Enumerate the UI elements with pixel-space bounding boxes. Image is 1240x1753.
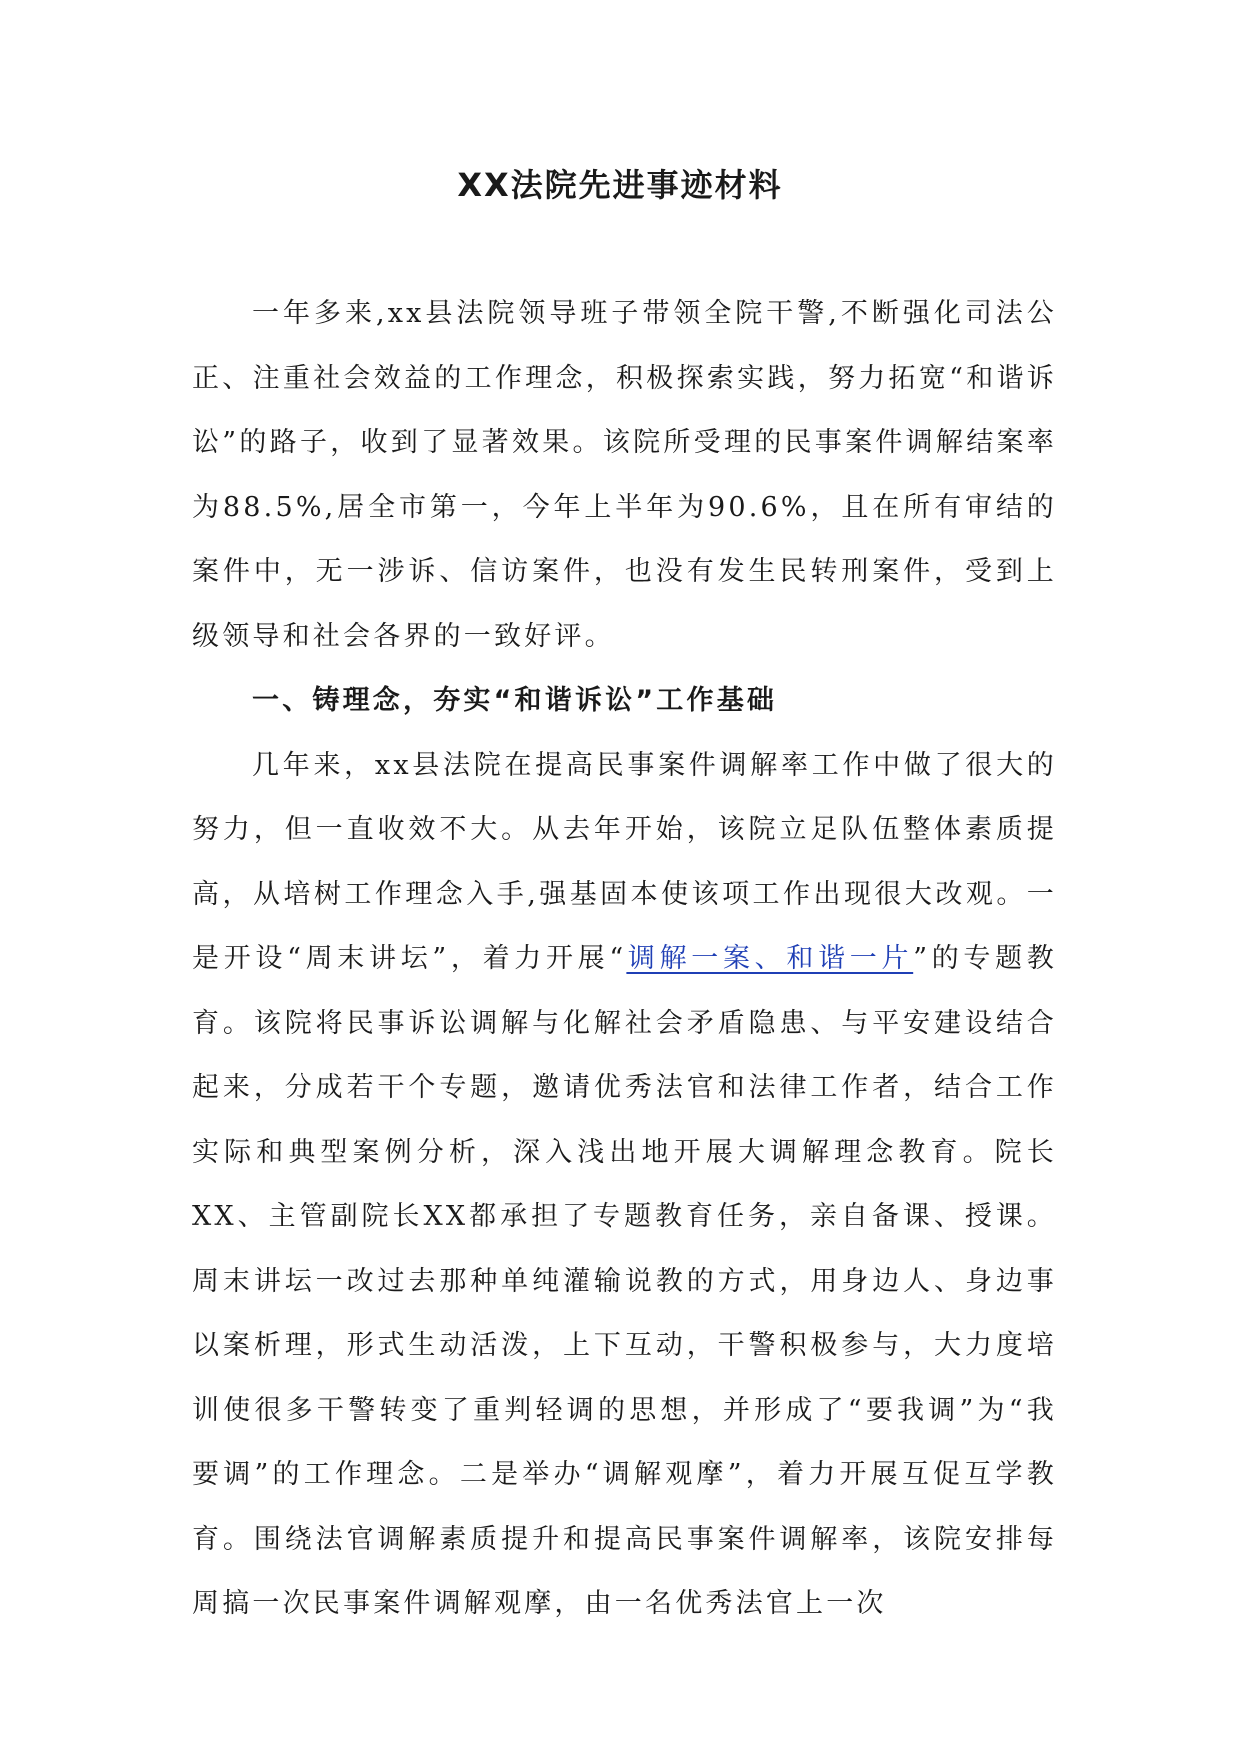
section-heading: 一、铸理念，夯实“和谐诉讼”工作基础 bbox=[252, 685, 778, 716]
paragraph-text-start: 几年来，xx县法院在提高民事案件调解率工作中做了很大的努力，但一直收效不大。从去年开始，该院立足队伍整体素质提高，从培树工作理念入手,强基固本使该项工作出现很大改观。一是开设“周末讲坛”，着力开展“ bbox=[192, 749, 1057, 974]
document-body bbox=[192, 282, 1057, 1637]
section-paragraph bbox=[192, 734, 1057, 1637]
paragraph-text-end: ”的专题教育。该院将民事诉讼调解与化解社会矛盾隐患、与平安建设结合起来，分成若干个专题，邀请优秀法官和法律工作者，结合工作实际和典型案例分析，深入浅出地开展大调解理念教育。院长XX、主管副院长XX都承担了专题教育任务，亲自备课、授课。周末讲坛一改过去那种单纯灌输说教的方式，用身边人、身边事以案析理，形式生动活泼，上下互动，干警积极参与，大力度培训使很多干警转变了重判轻调的思想，并形成了“要我调”为“我要调”的工作理念。二是举办“调解观摩”，着力开展互促互学教育。围绕法官调解素质提升和提高民事案件调解率，该院安排每周搞一次民事案件调解观摩，由一名优秀法官上一次 bbox=[192, 943, 1057, 1619]
document-title: XX法院先进事迹材料 bbox=[457, 166, 783, 204]
inline-link[interactable]: 调解一案、和谐一片 bbox=[626, 943, 914, 974]
intro-paragraph: 一年多来,xx县法院领导班子带领全院干警,不断强化司法公正、注重社会效益的工作理念，积极探索实践，努力拓宽“和谐诉讼”的路子，收到了显著效果。该院所受理的民事案件调解结案率为88.5%,居全市第一，今年上半年为90.6%，且在所有审结的案件中，无一涉诉、信访案件，也没有发生民转刑案件，受到上级领导和社会各界的一致好评。 bbox=[192, 298, 1057, 652]
